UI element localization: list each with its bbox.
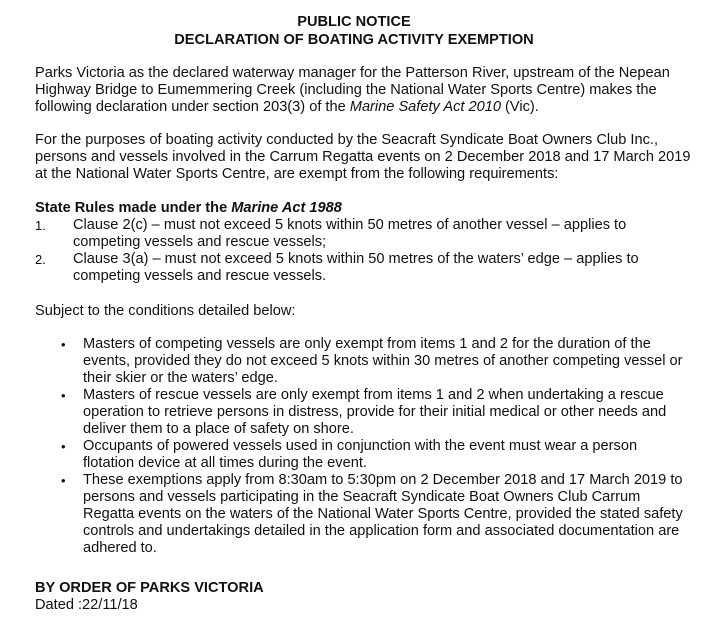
condition-text: These exemptions apply from 8:30am to 5:30pm on 2 December 2018 and 17 March 2019 to persons and vessels participating in the Seacraft Syndicate Boat Owners Club Carrum Regatta events on the waters of the National Water Sports Centre, provided the stated safety controls and undertakings detailed in the application form and associated documentation are adhered to. [83,472,683,556]
purpose-paragraph: For the purposes of boating activity conducted by the Seacraft Syndicate Boat Owners Club Inc., persons and vessels involved in the Carrum Regatta events on 2 December 2018 and 17 March 2019 at the National Water Sports Centre, are exempt from the following requirements: [35,132,691,182]
intro-paragraph [35,65,695,116]
condition-text: Masters of competing vessels are only exempt from items 1 and 2 for the duration of the events, provided they do not exceed 5 knots within 30 metres of another competing vessel or their skier or the waters’ edge. [83,336,683,386]
intro-text: Parks Victoria as the declared waterway manager for the Patterson River, upstream of the Nepean Highway Bridge to Eumemmering Creek (including the National Water Sports Centre) makes the following declaration under section 203(3) of the [35,65,670,115]
condition-text: Masters of rescue vessels are only exempt from items 1 and 2 when undertaking a rescue operation to retrieve persons in distress, provide for their initial medical or other needs and deliver them to a place of safety on shore. [83,387,667,437]
rules-list [35,217,675,285]
conditions-list [61,336,683,557]
rule-text: Clause 2(c) – must not exceed 5 knots within 50 metres of another vessel – applies to competing vessels and rescue vessels; [73,217,627,250]
rules-heading-text: State Rules made under the [35,200,232,216]
intro-suffix: (Vic). [500,99,539,115]
rule-number: 2. [35,252,46,267]
signoff: BY ORDER OF PARKS VICTORIA [35,580,264,596]
bullet-icon: • [61,337,66,352]
title-line-public-notice: PUBLIC NOTICE [297,14,411,30]
bullet-icon: • [61,473,66,488]
condition-item [61,336,683,387]
rule-text: Clause 3(a) – must not exceed 5 knots within 50 metres of the waters’ edge – applies to competing vessels and rescue vessels. [73,251,639,284]
bullet-icon: • [61,439,66,454]
condition-item [61,472,683,557]
bullet-icon: • [61,388,66,403]
condition-item [61,438,683,472]
conditions-intro: Subject to the conditions detailed below: [35,303,296,319]
condition-text: Occupants of powered vessels used in conjunction with the event must wear a person flotation device at all times during the event. [83,438,638,471]
rule-number: 1. [35,218,46,233]
rule-item [35,217,675,251]
act-name-marine-act: Marine Act 1988 [231,200,342,216]
act-name-marine-safety: Marine Safety Act 2010 [349,99,501,115]
rules-heading [35,200,342,217]
title-line-declaration: DECLARATION OF BOATING ACTIVITY EXEMPTION [174,32,534,48]
condition-item [61,387,683,438]
rule-item [35,251,675,285]
date-line: Dated :22/11/18 [35,597,138,613]
notice-title [0,13,708,49]
